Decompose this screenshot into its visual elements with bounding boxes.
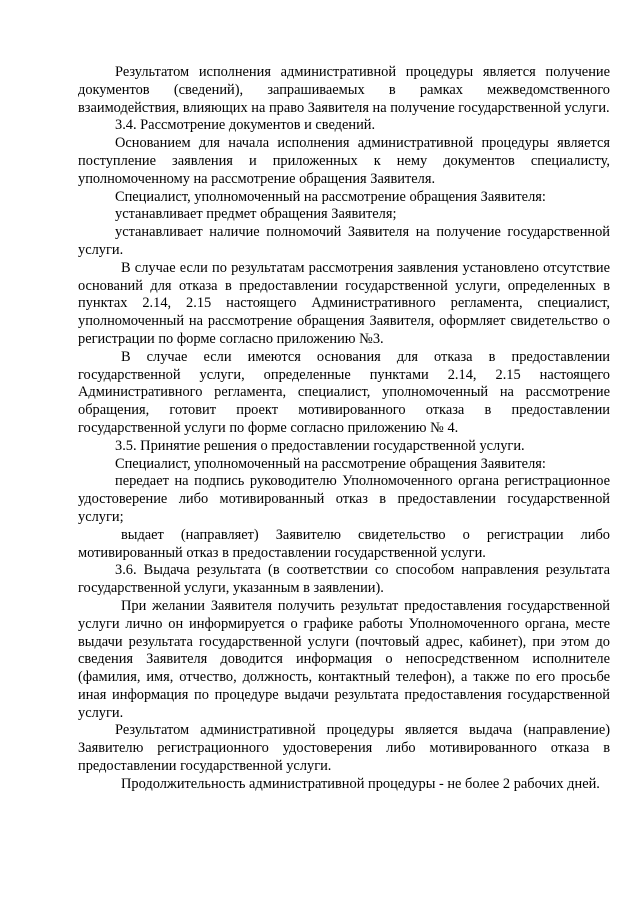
- paragraph-procedure-result: Результатом административной процедуры является выдача (направление) Заявителю регистрационного удостоверения либо мотивированного отказа в предоставлении государственной услуги.: [78, 722, 610, 775]
- list-item-issue: выдает (направляет) Заявителю свидетельство о регистрации либо мотивированный отказ в предоставлении государственной услуги.: [78, 526, 610, 561]
- paragraph-personal-receipt: При желании Заявителя получить результат предоставления государственной услуги лично он информируется о графике работы Уполномоченного органа, месте выдачи результата государственной услуги (почтовый адрес, кабинет), при этом до сведения Заявителя доводится информация о непосредственном исполнителе (фамилия, имя, отчество, должность, контактный телефон), а также по его просьбе иная информация по процедуре выдачи результата предоставления государственной услуги.: [78, 597, 610, 721]
- list-item-authority: устанавливает наличие полномочий Заявителя на получение государственной услуги.: [78, 224, 610, 258]
- list-item-subject: устанавливает предмет обращения Заявителя;: [115, 206, 397, 223]
- section-heading-3-6: 3.6. Выдача результата (в соответствии со способом направления результата государственной услуги, указанным в заявлении).: [78, 562, 610, 597]
- paragraph-specialist-duties: Специалист, уполномоченный на рассмотрение обращения Заявителя:: [115, 188, 546, 205]
- paragraph-no-grounds: В случае если по результатам рассмотрения заявления установлено отсутствие оснований для отказа в предоставлении государственной услуги, определенных в пунктах 2.14, 2.15 настоящего Административного регламента, специалист, уполномоченный на рассмотрение обращения Заявителя, оформляет свидетельство о регистрации по форме согласно приложению №3.: [78, 259, 610, 347]
- paragraph-grounds-for-refusal: В случае если имеются основания для отказа в предоставлении государственной услуги, определенные пунктами 2.14, 2.15 настоящего Административного регламента, специалист, уполномоченный на рассмотрение обращения, готовит проект мотивированного отказа в предоставлении государственной услуги по форме согласно приложению № 4.: [78, 348, 610, 436]
- paragraph-duration: Продолжительность административной процедуры - не более 2 рабочих дней.: [121, 775, 600, 792]
- paragraph-basis: Основанием для начала исполнения административной процедуры является поступление заявления и приложенных к нему документов специалисту, уполномоченному на рассмотрение обращения Заявителя.: [78, 135, 610, 187]
- section-heading-3-4: 3.4. Рассмотрение документов и сведений.: [115, 117, 376, 134]
- document-body: [78, 64, 610, 794]
- list-item-signature: передает на подпись руководителю Уполномоченного органа регистрационное удостоверение либо мотивированный отказ в предоставлении государственной услуги;: [78, 473, 610, 525]
- paragraph-result-interagency: Результатом исполнения административной процедуры является получение документов (сведений), запрашиваемых в рамках межведомственного взаимодействия, влияющих на право Заявителя на получение государственной услуги.: [78, 64, 610, 116]
- section-heading-3-5: 3.5. Принятие решения о предоставлении государственной услуги.: [115, 437, 525, 454]
- paragraph-specialist-duties-2: Специалист, уполномоченный на рассмотрение обращения Заявителя:: [115, 455, 546, 472]
